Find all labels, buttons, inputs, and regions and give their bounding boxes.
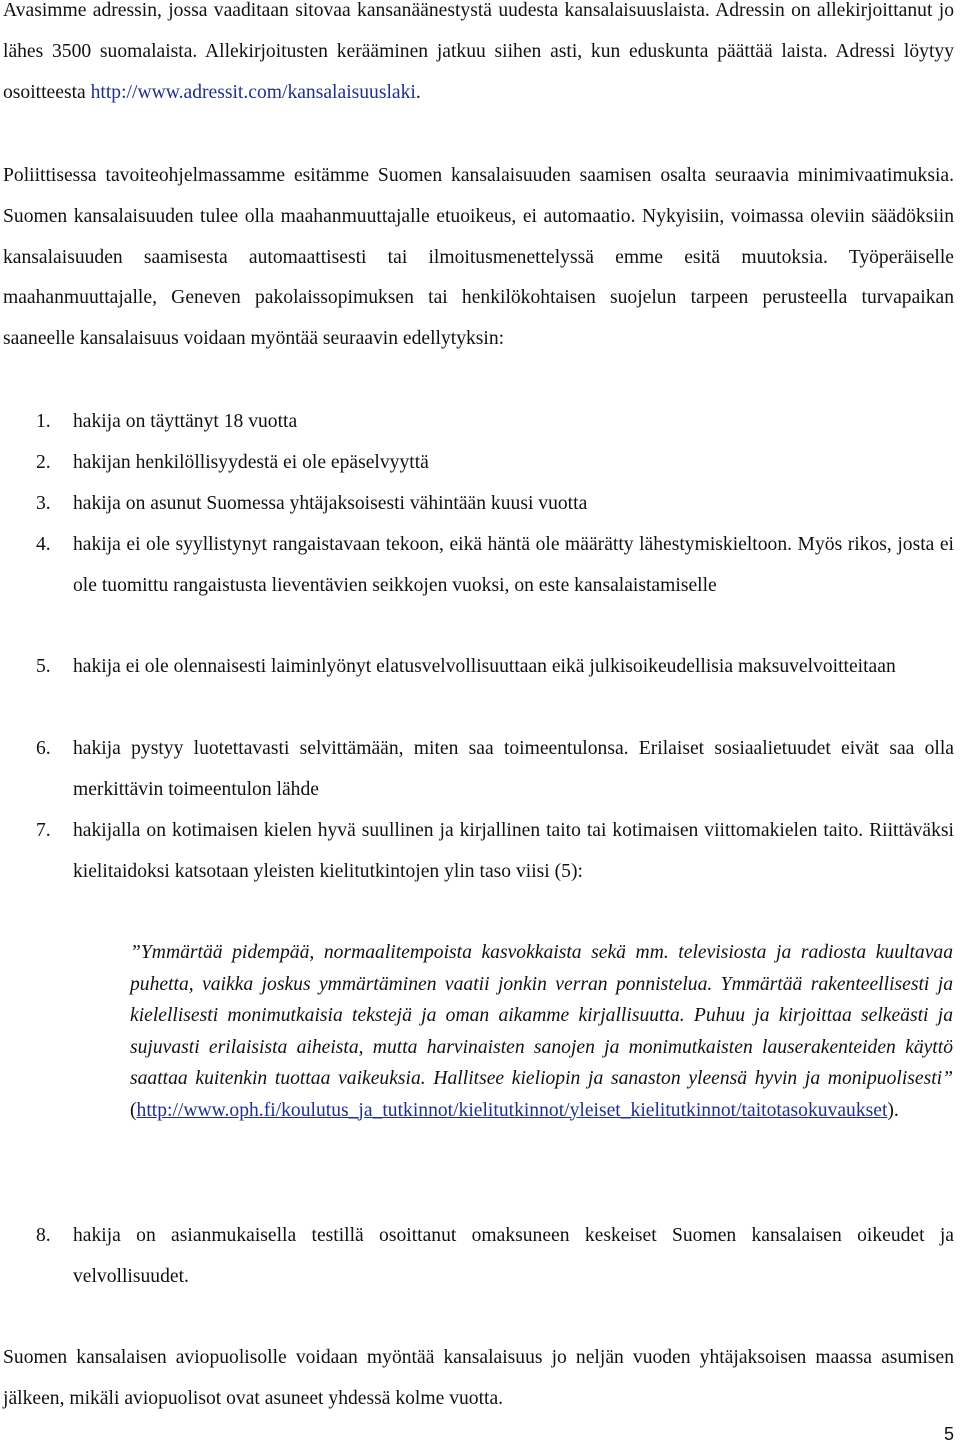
list-item-text: hakija ei ole syyllistynyt rangaistavaan tekoon, eikä häntä ole määrätty lähestymiskieltoon. Myös rikos, josta ei ole tuomittu rangaistusta lieventävien seikkojen vuoksi, on este kansalaistamiselle bbox=[73, 534, 954, 596]
oph-link[interactable]: http://www.oph.fi/koulutus_ja_tutkinnot/kielitutkinnot/yleiset_kielitutkinnot/taitotasokuvaukset bbox=[136, 1099, 888, 1121]
list-item-number: 4. bbox=[36, 534, 51, 555]
list-item-text: hakijan henkilöllisyydestä ei ole epäselvyyttä bbox=[73, 452, 429, 473]
page-number: 5 bbox=[943, 1424, 954, 1444]
quote-text: ”Ymmärtää pidempää, normaalitempoista kasvokkaista sekä mm. televisiosta ja radiosta kuultavaa puhetta, vaikka joskus ymmärtäminen vaatii jonkin verran ponnistelua. Ymmärtää rakenteellisesti ja kielellisesti monimutkaisia tekstejä ja oman aikamme kirjallisuutta. Puhuu ja kirjoittaa selkeästi ja sujuvasti erilaisista aiheista, mutta harvinaisten sanojen ja monimutkaisten lauserakenteiden käyttö saattaa kuitenkin tuottaa vaikeuksia. Hallitsee kieliopin ja sanaston yleensä hyvin ja monipuolisesti” bbox=[130, 942, 953, 1089]
list-item-text: hakija on asianmukaisella testillä osoittanut omaksuneen keskeiset Suomen kansalaisen oikeudet ja velvollisuudet. bbox=[73, 1225, 954, 1287]
quote-reference-close: ). bbox=[887, 1099, 899, 1121]
paragraph-requirements-intro: Poliittisessa tavoiteohjelmassamme esitämme Suomen kansalaisuuden saamisen osalta seuraavia minimivaatimuksia. Suomen kansalaisuuden tulee olla maahanmuuttajalle etuoikeus, ei automaatio. Nykyisiin, voimassa oleviin säädöksiin kansalaisuuden saamisesta automaattisesti tai ilmoitusmenettelyssä emme esitä muutoksia. Työperäiselle maahanmuuttajalle, Geneven pakolaissopimuksen tai henkilökohtaisen suojelun tarpeen perusteella turvapaikan saaneelle kansalaisuus voidaan myöntää seuraavin edellytyksin: bbox=[3, 165, 954, 350]
list-item-text: hakija on asunut Suomessa yhtäjaksoisesti vähintään kuusi vuotta bbox=[73, 493, 588, 514]
paragraph-petition bbox=[3, 0, 954, 113]
paragraph-petition-end: . bbox=[415, 81, 421, 103]
list-item-text: hakija pystyy luotettavasti selvittämään, miten saa toimeentulonsa. Erilaiset sosiaalietuudet eivät saa olla merkittävin toimeentulon lähde bbox=[73, 738, 954, 800]
list-item-text: hakija on täyttänyt 18 vuotta bbox=[73, 411, 298, 432]
list-item-number: 5. bbox=[36, 656, 51, 677]
quote-reference-open: ( bbox=[130, 1099, 137, 1121]
list-item-number: 2. bbox=[36, 452, 51, 473]
paragraph-petition-text: Avasimme adressin, jossa vaaditaan sitovaa kansanäänestystä uudesta kansalaisuuslaista. Adressin on allekirjoittanut jo lähes 3500 suomalaista. Allekirjoitusten kerääminen jatkuu siihen asti, kun eduskunta päättää laista. Adressi löytyy osoitteesta bbox=[3, 0, 954, 103]
list-item-text: hakija ei ole olennaisesti laiminlyönyt elatusvelvollisuuttaan eikä julkisoikeudellisia maksuvelvoitteitaan bbox=[73, 656, 896, 677]
petition-link[interactable]: http://www.adressit.com/kansalaisuuslaki bbox=[90, 81, 416, 103]
list-item-number: 1. bbox=[36, 411, 51, 432]
list-item-text: hakijalla on kotimaisen kielen hyvä suullinen ja kirjallinen taito tai kotimaisen viittomakielen taito. Riittäväksi kielitaidoksi katsotaan yleisten kielitutkintojen ylin taso viisi (5): bbox=[73, 820, 954, 882]
list-item-number: 7. bbox=[36, 820, 51, 841]
list-item-number: 3. bbox=[36, 493, 51, 514]
language-level-quote bbox=[130, 937, 953, 1126]
list-item-number: 8. bbox=[36, 1225, 51, 1246]
paragraph-spouse: Suomen kansalaisen aviopuolisolle voidaan myöntää kansalaisuus jo neljän vuoden yhtäjaksoisen maassa asumisen jälkeen, mikäli aviopuolisot ovat asuneet yhdessä kolme vuotta. bbox=[3, 1347, 954, 1409]
list-item-number: 6. bbox=[36, 738, 51, 759]
quote-reference bbox=[130, 1100, 899, 1121]
